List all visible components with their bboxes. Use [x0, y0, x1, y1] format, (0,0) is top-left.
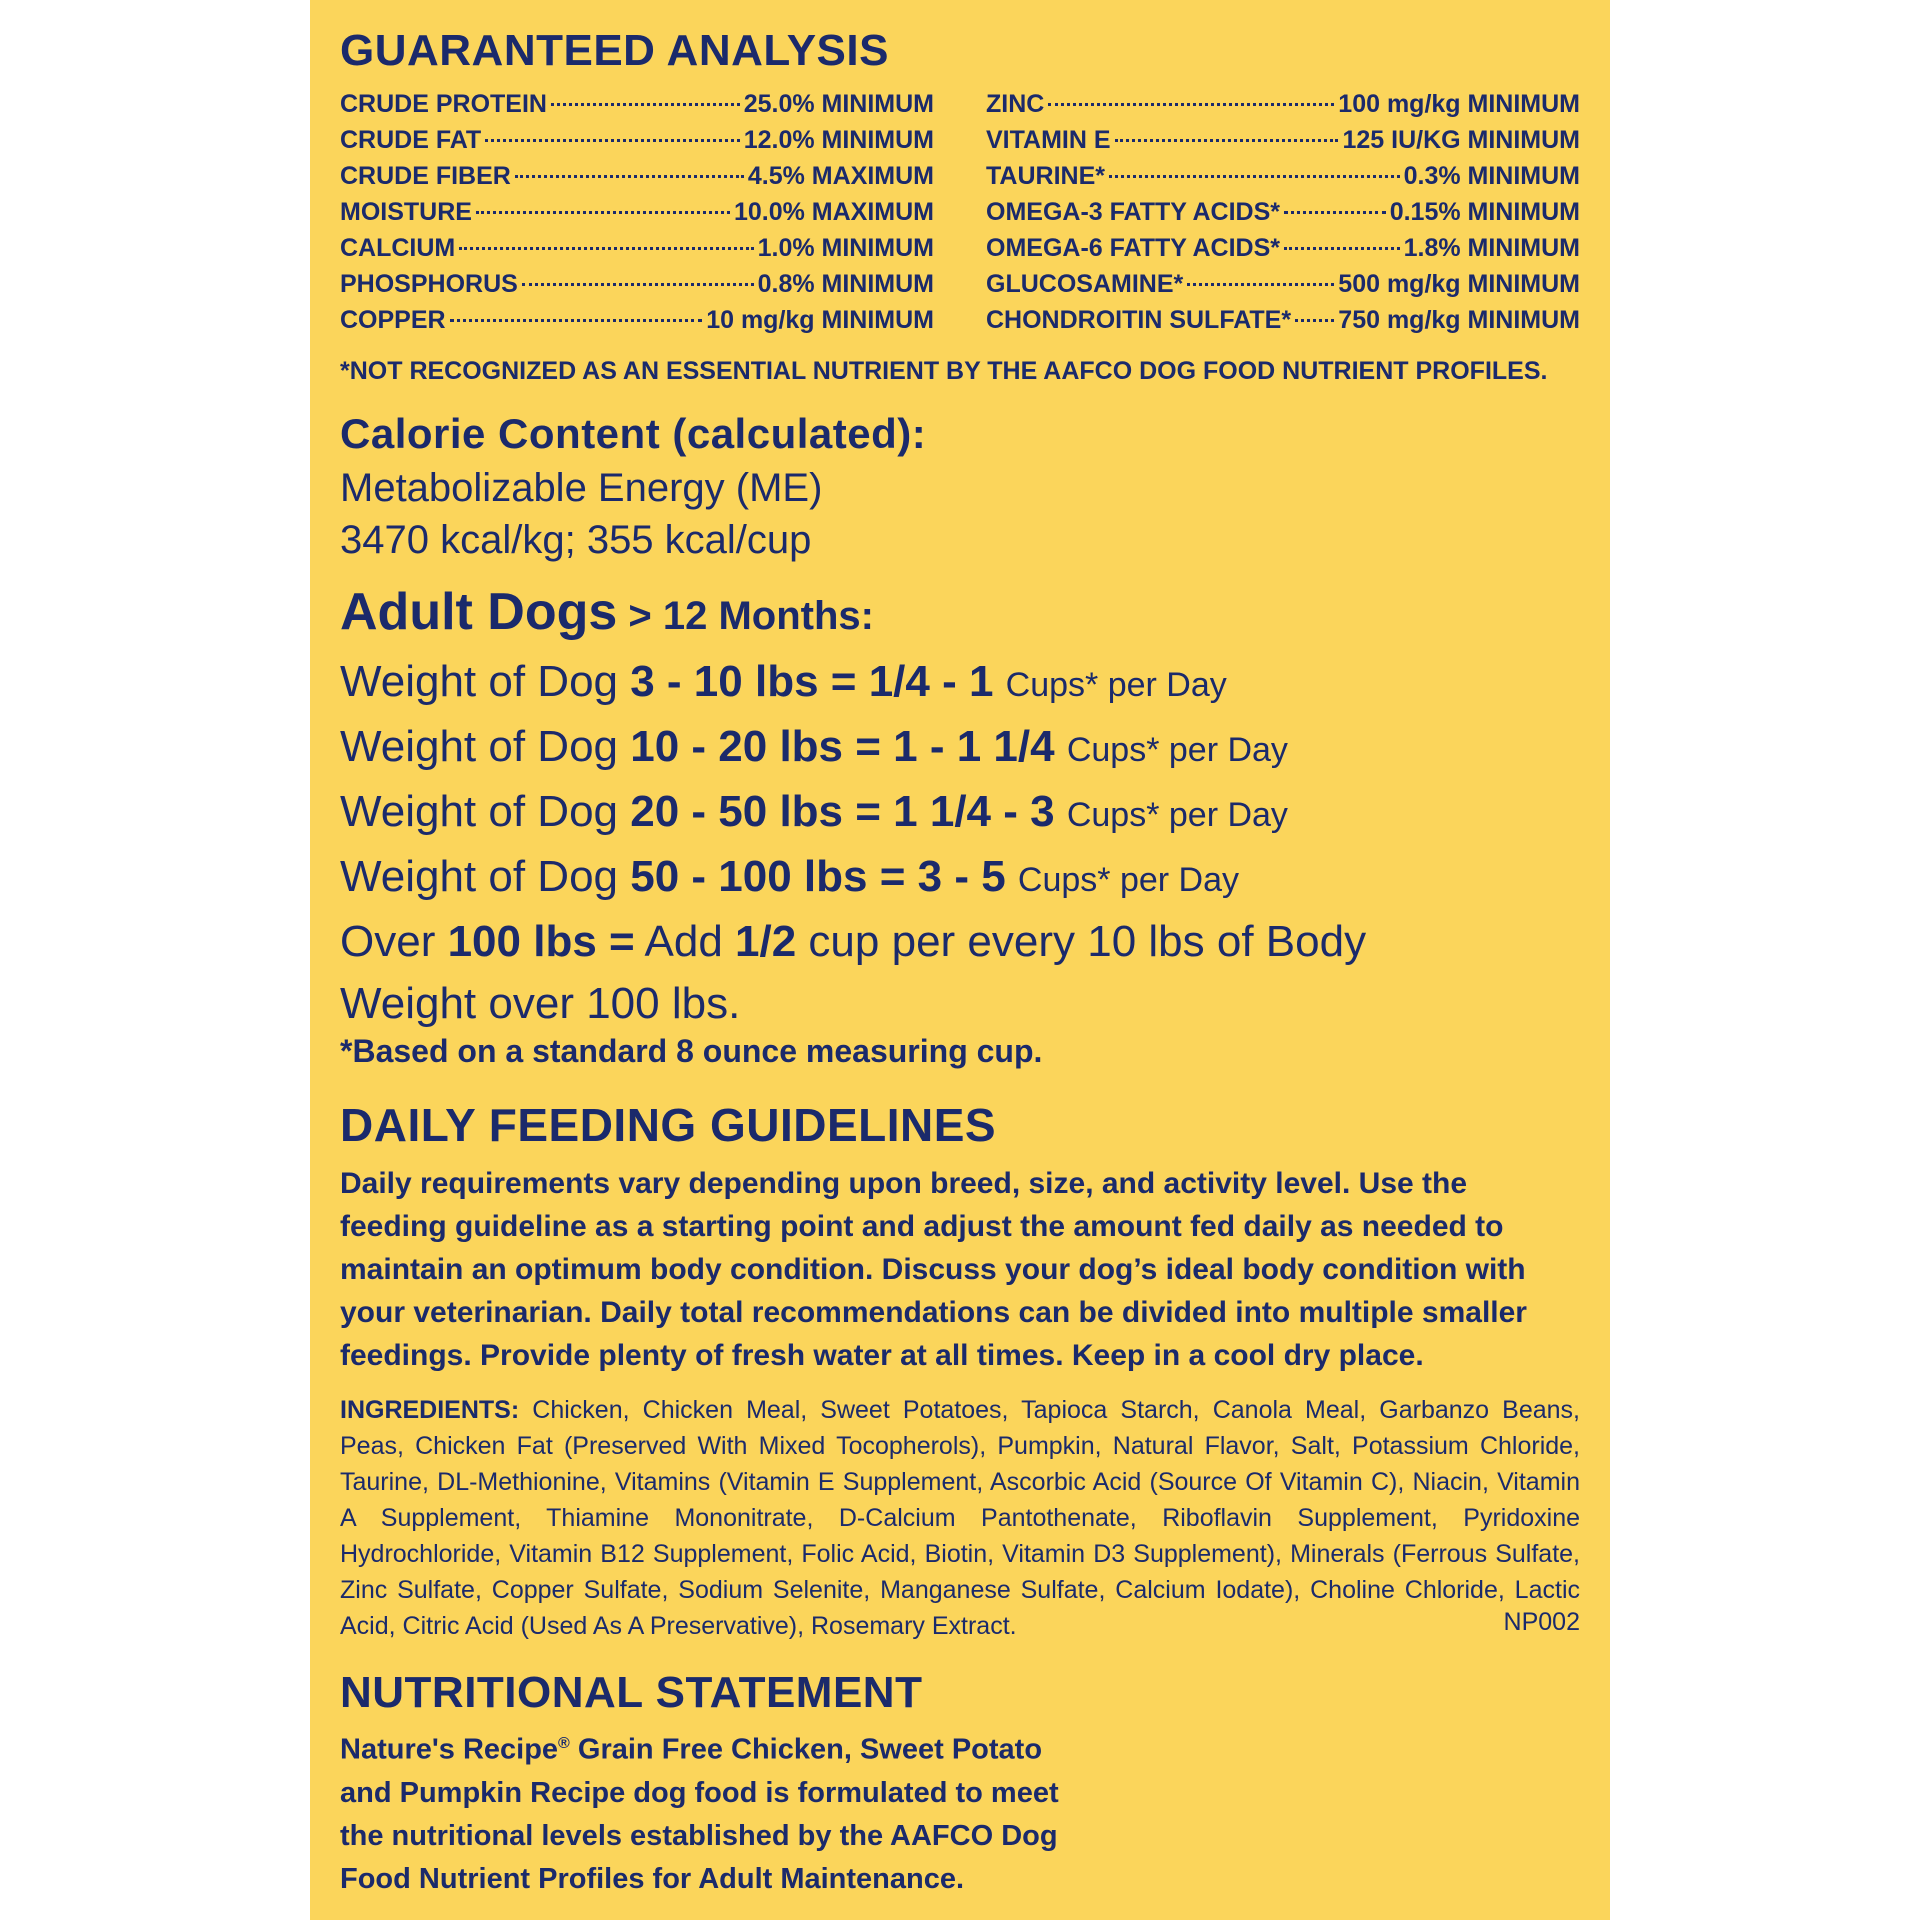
analysis-row: OMEGA-6 FATTY ACIDS* 1.8% MINIMUM: [986, 234, 1580, 262]
ingredients: [340, 1392, 1580, 1644]
product-code: NP002: [1503, 1608, 1580, 1636]
feeding-row: Weight of Dog 20 - 50 lbs = 1 1/4 - 3 Cups* per Day: [340, 787, 1288, 836]
analysis-row: CALCIUM 1.0% MINIMUM: [340, 234, 934, 262]
analysis-row: COPPER 10 mg/kg MINIMUM: [340, 306, 934, 334]
cup-footnote: *Based on a standard 8 ounce measuring cup.: [340, 1033, 1043, 1069]
label-panel: [310, 0, 1610, 1920]
analysis-row: CRUDE FIBER 4.5% MAXIMUM: [340, 162, 934, 190]
calorie-line-2: 3470 kcal/kg; 355 kcal/cup: [340, 518, 812, 562]
nutritional-statement-text: Nature's Recipe® Grain Free Chicken, Sweet Potato and Pumpkin Recipe dog food is formulated to meet the nutritional levels established by the AAFCO Dog Food Nutrient Profiles for Adult Maintenance.: [340, 1733, 1059, 1895]
over-100-line-2: Weight over 100 lbs.: [340, 979, 741, 1028]
feeding-row: Weight of Dog 50 - 100 lbs = 3 - 5 Cups* per Day: [340, 852, 1240, 901]
analysis-row: ZINC 100 mg/kg MINIMUM: [986, 90, 1580, 118]
analysis-row: GLUCOSAMINE* 500 mg/kg MINIMUM: [986, 270, 1580, 298]
calorie-line-1: Metabolizable Energy (ME): [340, 466, 823, 510]
analysis-row: CRUDE FAT 12.0% MINIMUM: [340, 126, 934, 154]
nutritional-statement-title: NUTRITIONAL STATEMENT: [340, 1668, 923, 1717]
analysis-row: CRUDE PROTEIN 25.0% MINIMUM: [340, 90, 934, 118]
analysis-row: MOISTURE 10.0% MAXIMUM: [340, 198, 934, 226]
analysis-footnote: *NOT RECOGNIZED AS AN ESSENTIAL NUTRIENT BY THE AAFCO DOG FOOD NUTRIENT PROFILES.: [340, 357, 1548, 385]
analysis-row: TAURINE* 0.3% MINIMUM: [986, 162, 1580, 190]
adult-dogs-heading: [340, 582, 874, 642]
daily-feeding-title: DAILY FEEDING GUIDELINES: [340, 1099, 997, 1151]
analysis-row: VITAMIN E 125 IU/KG MINIMUM: [986, 126, 1580, 154]
over-100-line: Over 100 lbs = Add 1/2 cup per every 10 lbs of Body: [340, 917, 1367, 966]
calorie-title: Calorie Content (calculated):: [340, 410, 927, 457]
guaranteed-analysis-title: GUARANTEED ANALYSIS: [340, 26, 889, 75]
calorie-content: [340, 462, 822, 566]
registered-mark: ®: [558, 1735, 570, 1752]
daily-feeding-text: Daily requirements vary depending upon breed, size, and activity level. Use the feeding guideline as a starting point and adjust the amount fed daily as needed to maintain an optimum body condition. Discuss your dog’s ideal body condition with your veterinarian. Daily total recommendations can be divided into multiple smaller feedings. Provide plenty of fresh water at all times. Keep in a cool dry place.: [340, 1167, 1527, 1372]
feeding-chart: [340, 651, 1366, 1035]
analysis-row: OMEGA-3 FATTY ACIDS* 0.15% MINIMUM: [986, 198, 1580, 226]
analysis-left-column: [340, 90, 934, 342]
adult-dogs-heading-main: Adult Dogs: [340, 583, 618, 641]
adult-dogs-heading-sub: > 12 Months:: [617, 594, 874, 638]
analysis-row: CHONDROITIN SULFATE* 750 mg/kg MINIMUM: [986, 306, 1580, 334]
analysis-right-column: [986, 90, 1580, 342]
ingredients-label: INGREDIENTS:: [340, 1396, 520, 1424]
feeding-row: Weight of Dog 3 - 10 lbs = 1/4 - 1 Cups* per Day: [340, 657, 1227, 706]
brand-name: Nature's Recipe: [340, 1733, 559, 1766]
analysis-row: PHOSPHORUS 0.8% MINIMUM: [340, 270, 934, 298]
feeding-row: Weight of Dog 10 - 20 lbs = 1 - 1 1/4 Cups* per Day: [340, 722, 1288, 771]
ingredients-text: Chicken, Chicken Meal, Sweet Potatoes, Tapioca Starch, Canola Meal, Garbanzo Beans, Peas, Chicken Fat (Preserved With Mixed Tocopherols), Pumpkin, Natural Flavor, Salt, Potassium Chloride, Taurine, DL-Methionine, Vitamins (Vitamin E Supplement, Ascorbic Acid (Source Of Vitamin C), Niacin, Vitamin A Supplement, Thiamine Mononitrate, D-Calcium Pantothenate, Riboflavin Supplement, Pyridoxine Hydrochloride, Vitamin B12 Supplement, Folic Acid, Biotin, Vitamin D3 Supplement), Minerals (Ferrous Sulfate, Zinc Sulfate, Copper Sulfate, Sodium Selenite, Manganese Sulfate, Calcium Iodate), Choline Chloride, Lactic Acid, Citric Acid (Used As A Preservative), Rosemary Extract.: [340, 1396, 1580, 1640]
